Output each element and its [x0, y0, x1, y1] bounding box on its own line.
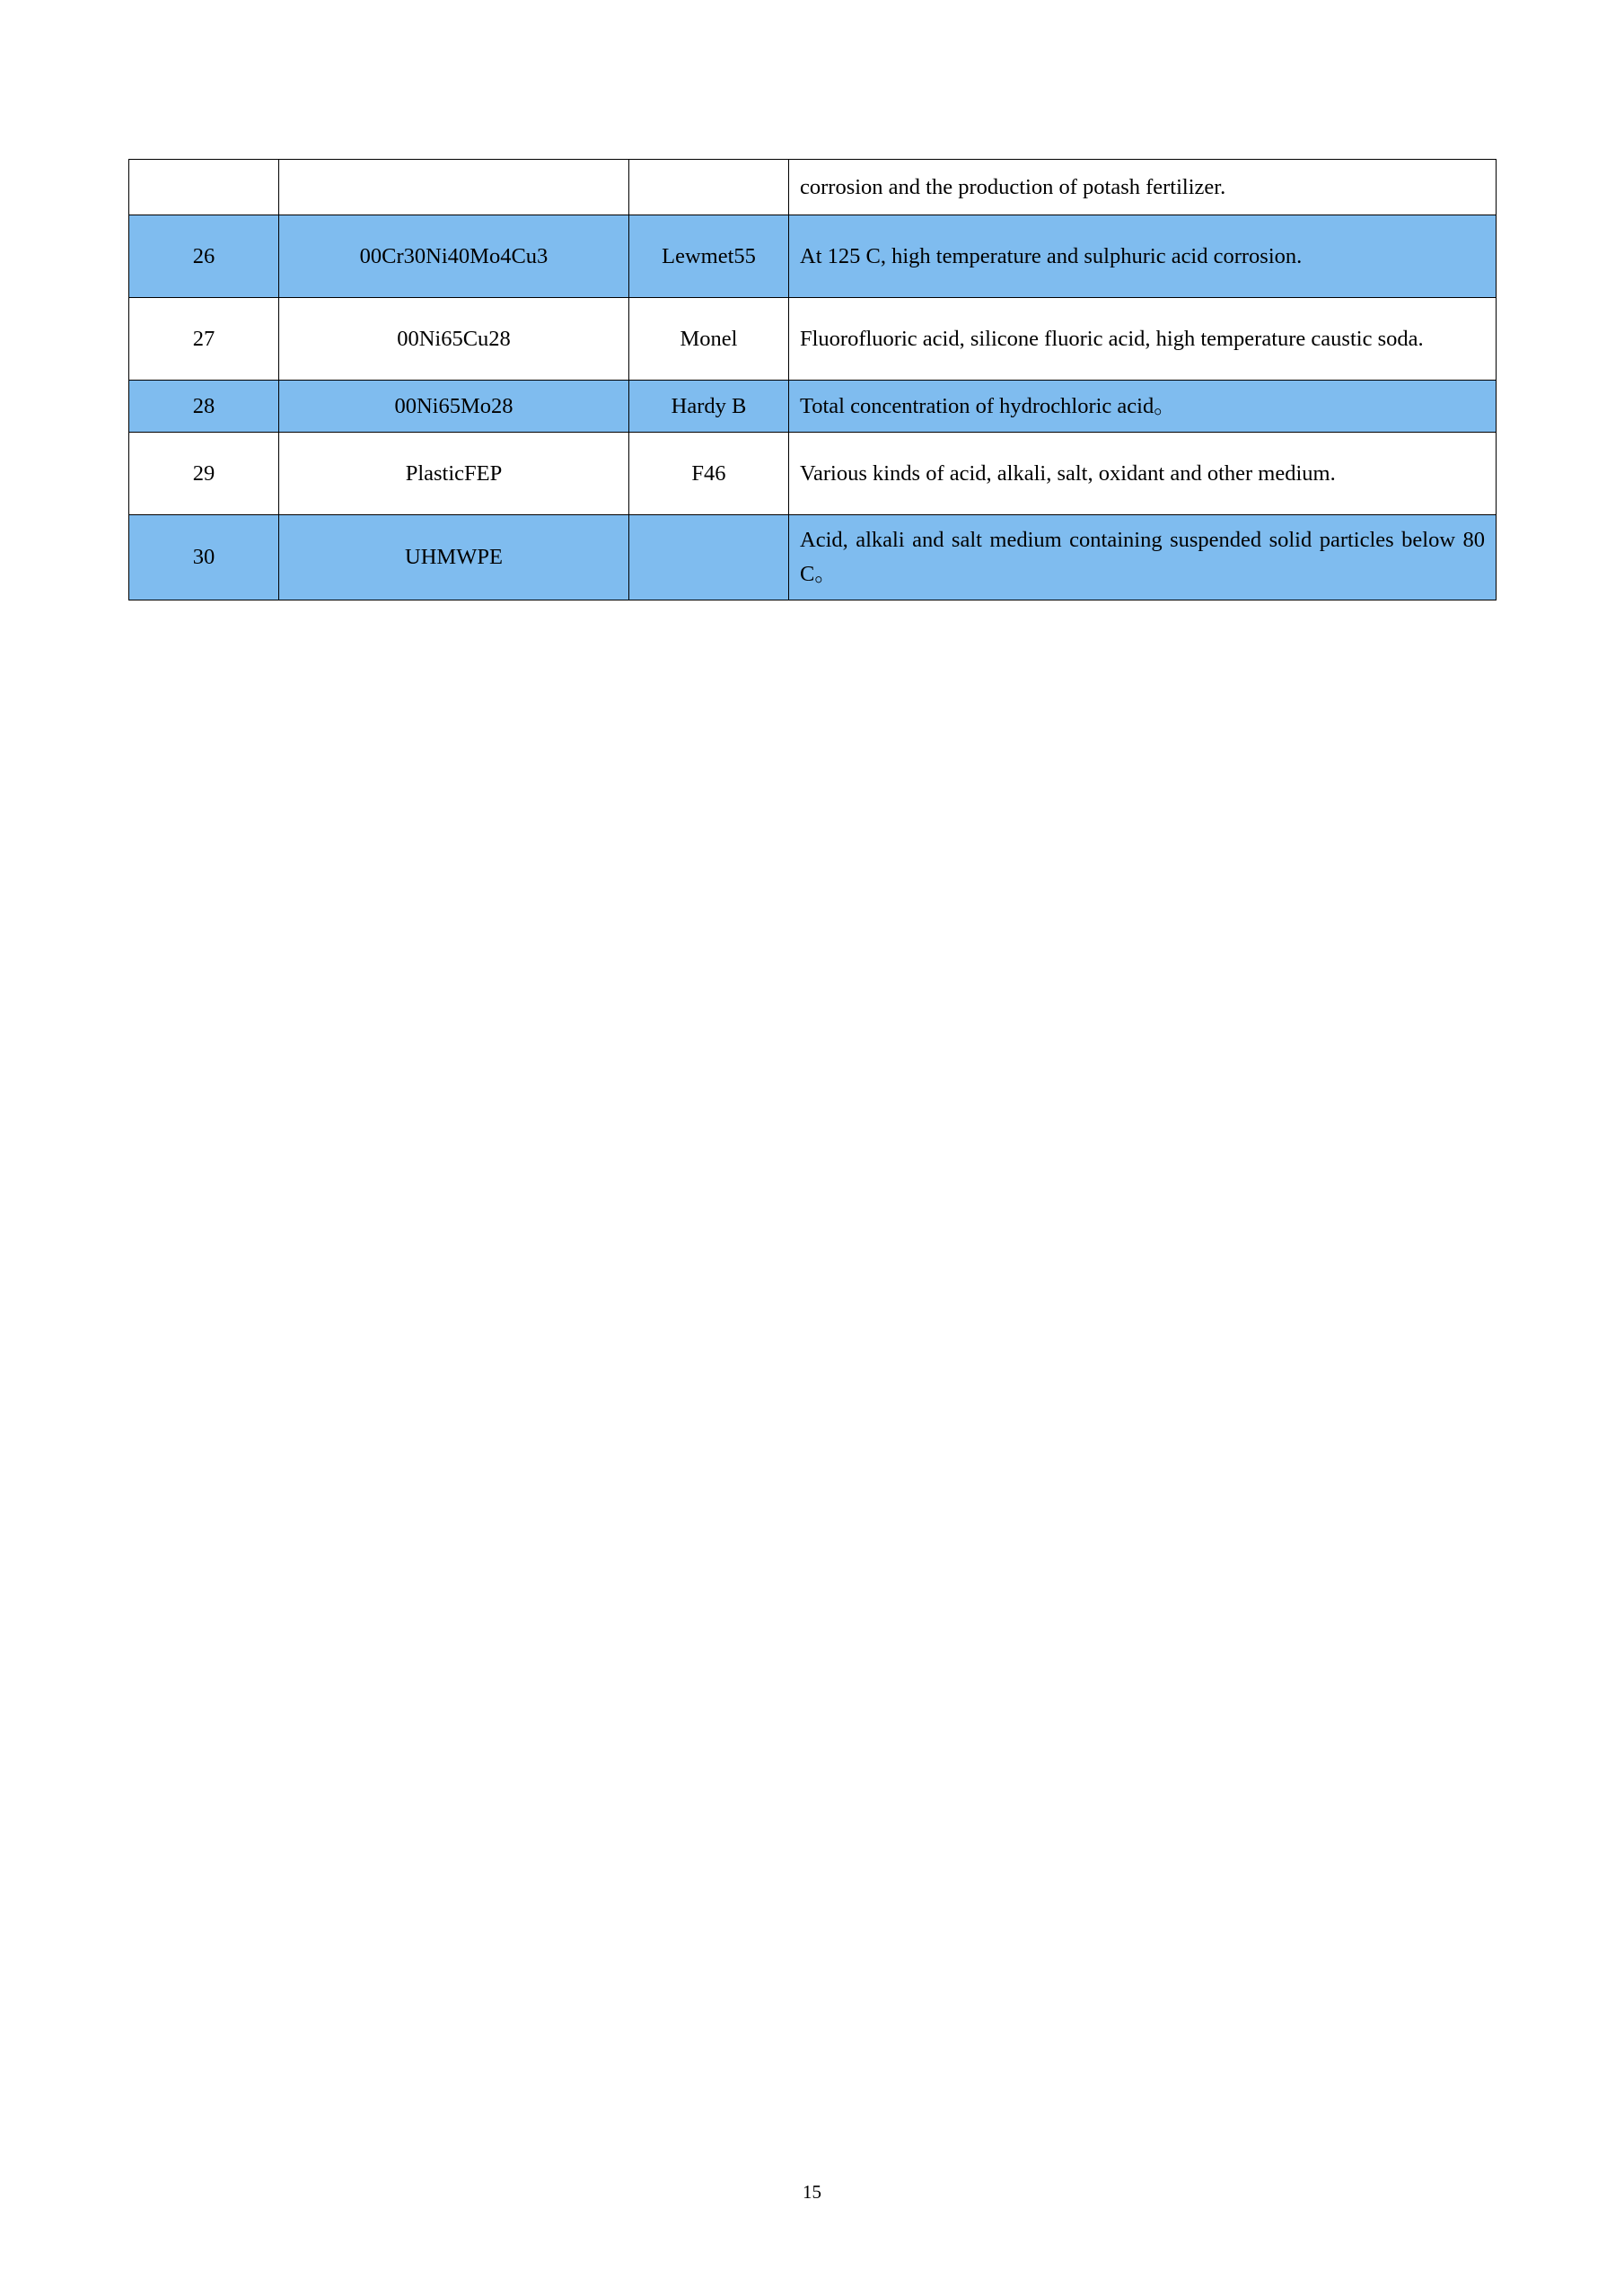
cell-number: 27 — [129, 298, 279, 381]
cell-code: F46 — [629, 433, 789, 515]
cell-number: 30 — [129, 515, 279, 600]
table-row — [129, 381, 1497, 433]
cell-number: 26 — [129, 215, 279, 298]
table-row — [129, 515, 1497, 600]
cell-number: 28 — [129, 381, 279, 433]
cell-description: corrosion and the production of potash fertilizer. — [789, 160, 1497, 215]
materials-table — [128, 159, 1497, 600]
cell-description: Fluorofluoric acid, silicone fluoric acid, high temperature caustic soda. — [789, 298, 1497, 381]
cell-description: At 125 C, high temperature and sulphuric acid corrosion. — [789, 215, 1497, 298]
table-row — [129, 160, 1497, 215]
cell-code: Monel — [629, 298, 789, 381]
cell-code: Hardy B — [629, 381, 789, 433]
cell-material: 00Ni65Mo28 — [279, 381, 629, 433]
cell-description: Total concentration of hydrochloric acid。 — [789, 381, 1497, 433]
cell-code — [629, 515, 789, 600]
cell-material: 00Cr30Ni40Mo4Cu3 — [279, 215, 629, 298]
cell-number — [129, 160, 279, 215]
cell-code — [629, 160, 789, 215]
cell-code: Lewmet55 — [629, 215, 789, 298]
cell-description: Acid, alkali and salt medium containing suspended solid particles below 80 C。 — [789, 515, 1497, 600]
cell-material: PlasticFEP — [279, 433, 629, 515]
materials-table-container — [128, 159, 1496, 600]
cell-material: 00Ni65Cu28 — [279, 298, 629, 381]
cell-material — [279, 160, 629, 215]
table-row — [129, 215, 1497, 298]
page-number: 15 — [803, 2181, 821, 2203]
cell-material: UHMWPE — [279, 515, 629, 600]
table-row — [129, 298, 1497, 381]
cell-number: 29 — [129, 433, 279, 515]
table-row — [129, 433, 1497, 515]
cell-description: Various kinds of acid, alkali, salt, oxidant and other medium. — [789, 433, 1497, 515]
